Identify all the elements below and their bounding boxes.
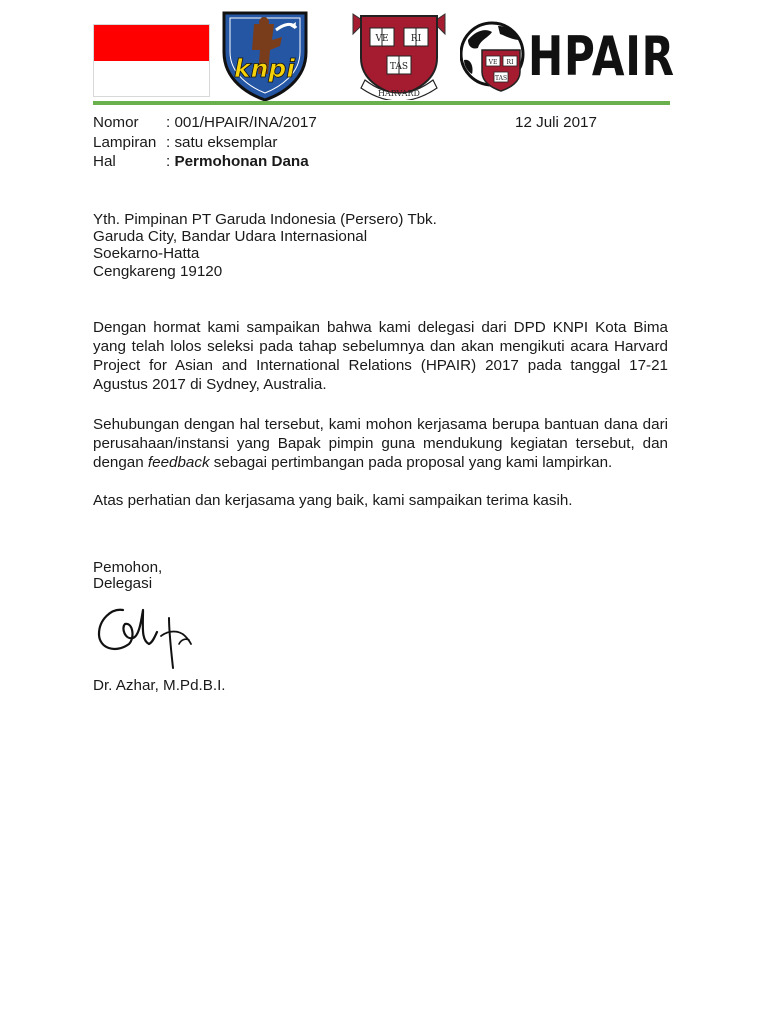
body-p2-italic: feedback (147, 454, 210, 471)
address-line: Soekarno-Hatta (93, 245, 200, 263)
address-line: Cengkareng 19120 (93, 262, 223, 280)
letter-date: 12 Juli 2017 (515, 114, 597, 131)
closing-line: Pemohon, (93, 559, 163, 576)
body-p2-text: Sehubungan dengan hal tersebut, kami mohon kerjasama berupa bantuan dana dari perusahaan/instansi yang Bapak pimpin guna mendukung kegiatan tersebut, dan dengan (93, 416, 668, 471)
indonesia-flag-icon (93, 24, 210, 97)
knpi-logo-icon (220, 10, 310, 102)
lampiran-label: Lampiran (93, 134, 157, 151)
harvard-motto-3: TAS (389, 62, 409, 72)
address-line: Yth. Pimpinan PT Garuda Indonesia (Persero) Tbk. (93, 211, 437, 228)
closing-role: Delegasi (93, 575, 153, 592)
harvard-banner-text: HARVARD (378, 89, 420, 98)
hpair-motto-1: VE (488, 59, 498, 66)
hpair-globe-icon (460, 20, 526, 92)
hpair-wordmark: HPAIR (528, 25, 675, 88)
harvard-motto-1: VE (375, 34, 389, 44)
address-line: Garuda City, Bandar Udara Internasional (93, 228, 368, 246)
hal-colon: : (166, 153, 175, 170)
header-divider (93, 101, 670, 105)
hal-line (166, 153, 309, 171)
harvard-motto-2: RI (410, 34, 422, 44)
nomor-value: : 001/HPAIR/INA/2017 (166, 114, 317, 131)
hpair-motto-2: RI (506, 59, 514, 66)
body-paragraph-3: Atas perhatian dan kerjasama yang baik, kami sampaikan terima kasih. (93, 492, 573, 509)
hpair-motto-3: TAS (494, 75, 508, 82)
knpi-logo-text: knpi (234, 54, 295, 83)
nomor-label: Nomor (93, 114, 139, 131)
recipient-address (93, 211, 437, 280)
hal-value: Permohonan Dana (174, 153, 309, 170)
signatory-name: Dr. Azhar, M.Pd.B.I. (93, 677, 226, 694)
hal-label: Hal (93, 153, 116, 170)
harvard-shield-icon (345, 10, 453, 100)
body-paragraph-2 (93, 415, 668, 472)
body-paragraph-1: Dengan hormat kami sampaikan bahwa kami delegasi dari DPD KNPI Kota Bima yang telah lolos seleksi pada tahap sebelumnya dan akan mengikuti acara Harvard Project for Asian and International Relations (HPAIR) 2017 pada tanggal 17-21 Agustus 2017 di Sydney, Australia. (93, 319, 668, 393)
lampiran-value: : satu eksemplar (166, 134, 278, 151)
body-p2-text-end: sebagai pertimbangan pada proposal yang kami lampirkan. (209, 454, 613, 471)
signature-icon (93, 596, 198, 674)
